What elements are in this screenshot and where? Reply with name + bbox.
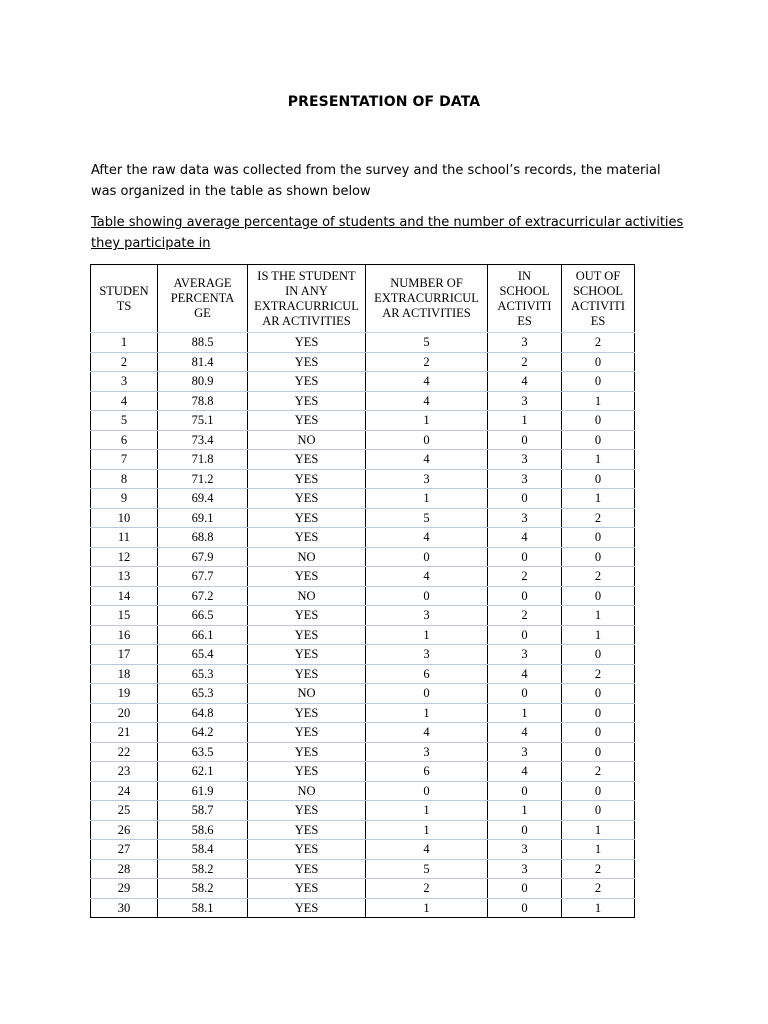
intro-paragraph: After the raw data was collected from the survey and the school’s records, the material was organized in the table as shown below [91, 163, 661, 199]
cell-out-of-school-activities: 0 [562, 430, 635, 450]
cell-in-school-activities: 2 [488, 352, 562, 372]
cell-student-number: 20 [91, 703, 158, 723]
cell-out-of-school-activities: 0 [562, 645, 635, 665]
cell-student-number: 24 [91, 781, 158, 801]
cell-number-of-activities: 4 [366, 723, 488, 743]
cell-student-number: 29 [91, 879, 158, 899]
table-row [91, 781, 635, 801]
cell-average-percentage: 67.9 [158, 547, 248, 567]
cell-in-school-activities: 2 [488, 567, 562, 587]
cell-out-of-school-activities: 0 [562, 723, 635, 743]
cell-average-percentage: 58.7 [158, 801, 248, 821]
table-row [91, 391, 635, 411]
table-row [91, 762, 635, 782]
table-row [91, 586, 635, 606]
cell-in-school-activities: 1 [488, 411, 562, 431]
cell-average-percentage: 58.1 [158, 898, 248, 918]
cell-in-school-activities: 1 [488, 703, 562, 723]
cell-number-of-activities: 1 [366, 820, 488, 840]
cell-average-percentage: 69.4 [158, 489, 248, 509]
table-row [91, 664, 635, 684]
cell-out-of-school-activities: 0 [562, 528, 635, 548]
cell-average-percentage: 71.2 [158, 469, 248, 489]
cell-average-percentage: 78.8 [158, 391, 248, 411]
cell-student-number: 22 [91, 742, 158, 762]
cell-student-number: 3 [91, 372, 158, 392]
cell-in-school-activities: 0 [488, 820, 562, 840]
cell-out-of-school-activities: 1 [562, 606, 635, 626]
cell-number-of-activities: 5 [366, 508, 488, 528]
cell-in-extracurricular: YES [248, 508, 366, 528]
student-activities-table [90, 264, 635, 918]
table-row [91, 879, 635, 899]
cell-average-percentage: 69.1 [158, 508, 248, 528]
cell-out-of-school-activities: 1 [562, 391, 635, 411]
cell-average-percentage: 61.9 [158, 781, 248, 801]
cell-average-percentage: 88.5 [158, 333, 248, 353]
cell-number-of-activities: 1 [366, 625, 488, 645]
cell-number-of-activities: 4 [366, 372, 488, 392]
table-row [91, 489, 635, 509]
cell-average-percentage: 68.8 [158, 528, 248, 548]
cell-out-of-school-activities: 2 [562, 508, 635, 528]
cell-out-of-school-activities: 1 [562, 489, 635, 509]
cell-number-of-activities: 5 [366, 859, 488, 879]
cell-number-of-activities: 0 [366, 586, 488, 606]
cell-in-school-activities: 4 [488, 762, 562, 782]
cell-in-school-activities: 0 [488, 430, 562, 450]
cell-average-percentage: 62.1 [158, 762, 248, 782]
cell-number-of-activities: 0 [366, 547, 488, 567]
cell-out-of-school-activities: 0 [562, 684, 635, 704]
cell-out-of-school-activities: 0 [562, 801, 635, 821]
cell-in-school-activities: 0 [488, 684, 562, 704]
cell-student-number: 17 [91, 645, 158, 665]
cell-out-of-school-activities: 0 [562, 469, 635, 489]
cell-average-percentage: 65.3 [158, 664, 248, 684]
cell-in-extracurricular: YES [248, 625, 366, 645]
cell-student-number: 9 [91, 489, 158, 509]
cell-in-extracurricular: NO [248, 547, 366, 567]
cell-student-number: 14 [91, 586, 158, 606]
cell-in-school-activities: 4 [488, 723, 562, 743]
cell-in-extracurricular: NO [248, 781, 366, 801]
table-row [91, 333, 635, 353]
cell-number-of-activities: 3 [366, 469, 488, 489]
cell-in-school-activities: 3 [488, 450, 562, 470]
cell-number-of-activities: 1 [366, 703, 488, 723]
cell-average-percentage: 65.4 [158, 645, 248, 665]
cell-out-of-school-activities: 0 [562, 742, 635, 762]
cell-out-of-school-activities: 1 [562, 450, 635, 470]
table-row [91, 450, 635, 470]
table-row [91, 840, 635, 860]
cell-number-of-activities: 0 [366, 781, 488, 801]
cell-in-extracurricular: YES [248, 801, 366, 821]
cell-in-extracurricular: YES [248, 898, 366, 918]
cell-out-of-school-activities: 2 [562, 567, 635, 587]
cell-number-of-activities: 6 [366, 762, 488, 782]
header-number-of-activities: NUMBER OF EXTRACURRICUL AR ACTIVITIES [366, 265, 488, 333]
header-average-percentage: AVERAGE PERCENTA GE [158, 265, 248, 333]
cell-number-of-activities: 3 [366, 645, 488, 665]
cell-student-number: 10 [91, 508, 158, 528]
cell-average-percentage: 64.2 [158, 723, 248, 743]
cell-student-number: 8 [91, 469, 158, 489]
cell-number-of-activities: 0 [366, 684, 488, 704]
cell-in-school-activities: 4 [488, 528, 562, 548]
cell-average-percentage: 80.9 [158, 372, 248, 392]
cell-in-extracurricular: YES [248, 645, 366, 665]
cell-in-school-activities: 3 [488, 859, 562, 879]
table-row [91, 567, 635, 587]
cell-in-school-activities: 3 [488, 645, 562, 665]
cell-average-percentage: 73.4 [158, 430, 248, 450]
cell-number-of-activities: 5 [366, 333, 488, 353]
cell-number-of-activities: 4 [366, 391, 488, 411]
cell-student-number: 13 [91, 567, 158, 587]
cell-in-extracurricular: YES [248, 411, 366, 431]
cell-in-extracurricular: YES [248, 528, 366, 548]
table-row [91, 703, 635, 723]
cell-average-percentage: 75.1 [158, 411, 248, 431]
cell-average-percentage: 81.4 [158, 352, 248, 372]
cell-in-school-activities: 4 [488, 372, 562, 392]
cell-in-school-activities: 3 [488, 391, 562, 411]
cell-student-number: 26 [91, 820, 158, 840]
table-row [91, 742, 635, 762]
cell-out-of-school-activities: 0 [562, 781, 635, 801]
cell-student-number: 23 [91, 762, 158, 782]
cell-student-number: 6 [91, 430, 158, 450]
cell-average-percentage: 67.2 [158, 586, 248, 606]
cell-number-of-activities: 4 [366, 567, 488, 587]
cell-in-school-activities: 3 [488, 742, 562, 762]
table-row [91, 645, 635, 665]
table-body [91, 333, 635, 918]
table-row [91, 625, 635, 645]
cell-out-of-school-activities: 1 [562, 820, 635, 840]
table-header-row [91, 265, 635, 333]
cell-number-of-activities: 1 [366, 489, 488, 509]
cell-out-of-school-activities: 0 [562, 586, 635, 606]
cell-number-of-activities: 2 [366, 352, 488, 372]
table-row [91, 898, 635, 918]
cell-number-of-activities: 1 [366, 411, 488, 431]
cell-in-extracurricular: YES [248, 664, 366, 684]
cell-in-school-activities: 0 [488, 898, 562, 918]
cell-in-school-activities: 0 [488, 879, 562, 899]
cell-in-school-activities: 0 [488, 586, 562, 606]
cell-in-extracurricular: YES [248, 859, 366, 879]
cell-student-number: 28 [91, 859, 158, 879]
table-row [91, 372, 635, 392]
cell-out-of-school-activities: 0 [562, 352, 635, 372]
cell-in-extracurricular: YES [248, 391, 366, 411]
cell-in-school-activities: 0 [488, 781, 562, 801]
cell-number-of-activities: 0 [366, 430, 488, 450]
cell-student-number: 19 [91, 684, 158, 704]
cell-average-percentage: 58.6 [158, 820, 248, 840]
cell-in-extracurricular: YES [248, 450, 366, 470]
cell-in-school-activities: 1 [488, 801, 562, 821]
header-students: STUDEN TS [91, 265, 158, 333]
cell-out-of-school-activities: 1 [562, 840, 635, 860]
cell-out-of-school-activities: 2 [562, 859, 635, 879]
cell-in-extracurricular: YES [248, 333, 366, 353]
cell-out-of-school-activities: 1 [562, 625, 635, 645]
cell-average-percentage: 66.5 [158, 606, 248, 626]
cell-average-percentage: 64.8 [158, 703, 248, 723]
cell-in-extracurricular: YES [248, 762, 366, 782]
cell-student-number: 7 [91, 450, 158, 470]
table-row [91, 684, 635, 704]
table-row [91, 723, 635, 743]
table-row [91, 469, 635, 489]
cell-out-of-school-activities: 2 [562, 333, 635, 353]
cell-average-percentage: 58.2 [158, 859, 248, 879]
cell-number-of-activities: 3 [366, 742, 488, 762]
cell-in-extracurricular: YES [248, 723, 366, 743]
cell-in-school-activities: 4 [488, 664, 562, 684]
cell-in-school-activities: 2 [488, 606, 562, 626]
cell-student-number: 4 [91, 391, 158, 411]
cell-in-extracurricular: YES [248, 820, 366, 840]
cell-number-of-activities: 2 [366, 879, 488, 899]
cell-number-of-activities: 4 [366, 528, 488, 548]
cell-average-percentage: 65.3 [158, 684, 248, 704]
cell-number-of-activities: 6 [366, 664, 488, 684]
cell-average-percentage: 63.5 [158, 742, 248, 762]
cell-in-extracurricular: NO [248, 430, 366, 450]
table-row [91, 352, 635, 372]
cell-student-number: 5 [91, 411, 158, 431]
cell-out-of-school-activities: 0 [562, 547, 635, 567]
table-row [91, 508, 635, 528]
cell-in-extracurricular: YES [248, 489, 366, 509]
table-caption: Table showing average percentage of students and the number of extracurricular activities they participate in [91, 215, 684, 251]
cell-in-school-activities: 3 [488, 469, 562, 489]
cell-student-number: 27 [91, 840, 158, 860]
cell-in-extracurricular: YES [248, 352, 366, 372]
cell-out-of-school-activities: 0 [562, 411, 635, 431]
cell-student-number: 12 [91, 547, 158, 567]
cell-in-school-activities: 3 [488, 840, 562, 860]
cell-in-school-activities: 3 [488, 333, 562, 353]
table-row [91, 820, 635, 840]
cell-out-of-school-activities: 2 [562, 879, 635, 899]
cell-average-percentage: 58.2 [158, 879, 248, 899]
cell-number-of-activities: 3 [366, 606, 488, 626]
cell-in-extracurricular: YES [248, 840, 366, 860]
cell-number-of-activities: 1 [366, 898, 488, 918]
cell-in-extracurricular: YES [248, 567, 366, 587]
cell-in-extracurricular: YES [248, 469, 366, 489]
cell-number-of-activities: 1 [366, 801, 488, 821]
header-out-of-school-activities: OUT OF SCHOOL ACTIVITI ES [562, 265, 635, 333]
page-title: PRESENTATION OF DATA [287, 94, 481, 110]
cell-in-school-activities: 0 [488, 489, 562, 509]
table-row [91, 528, 635, 548]
table-row [91, 547, 635, 567]
header-in-extracurricular: IS THE STUDENT IN ANY EXTRACURRICUL AR ACTIVITIES [248, 265, 366, 333]
header-in-school-activities: IN SCHOOL ACTIVITI ES [488, 265, 562, 333]
cell-student-number: 1 [91, 333, 158, 353]
cell-average-percentage: 67.7 [158, 567, 248, 587]
cell-student-number: 15 [91, 606, 158, 626]
cell-average-percentage: 71.8 [158, 450, 248, 470]
cell-student-number: 2 [91, 352, 158, 372]
table-row [91, 606, 635, 626]
cell-student-number: 11 [91, 528, 158, 548]
cell-student-number: 25 [91, 801, 158, 821]
cell-in-school-activities: 0 [488, 547, 562, 567]
cell-student-number: 16 [91, 625, 158, 645]
cell-in-extracurricular: YES [248, 879, 366, 899]
cell-in-extracurricular: YES [248, 372, 366, 392]
table-row [91, 430, 635, 450]
cell-in-extracurricular: NO [248, 684, 366, 704]
cell-in-school-activities: 3 [488, 508, 562, 528]
cell-in-extracurricular: YES [248, 606, 366, 626]
cell-out-of-school-activities: 0 [562, 703, 635, 723]
cell-out-of-school-activities: 2 [562, 762, 635, 782]
table-row [91, 801, 635, 821]
cell-number-of-activities: 4 [366, 840, 488, 860]
cell-in-extracurricular: YES [248, 742, 366, 762]
cell-student-number: 30 [91, 898, 158, 918]
table-row [91, 411, 635, 431]
cell-out-of-school-activities: 0 [562, 372, 635, 392]
cell-number-of-activities: 4 [366, 450, 488, 470]
cell-out-of-school-activities: 2 [562, 664, 635, 684]
cell-in-extracurricular: NO [248, 586, 366, 606]
cell-in-school-activities: 0 [488, 625, 562, 645]
table-row [91, 859, 635, 879]
cell-average-percentage: 58.4 [158, 840, 248, 860]
cell-student-number: 21 [91, 723, 158, 743]
cell-in-extracurricular: YES [248, 703, 366, 723]
cell-out-of-school-activities: 1 [562, 898, 635, 918]
cell-student-number: 18 [91, 664, 158, 684]
cell-average-percentage: 66.1 [158, 625, 248, 645]
